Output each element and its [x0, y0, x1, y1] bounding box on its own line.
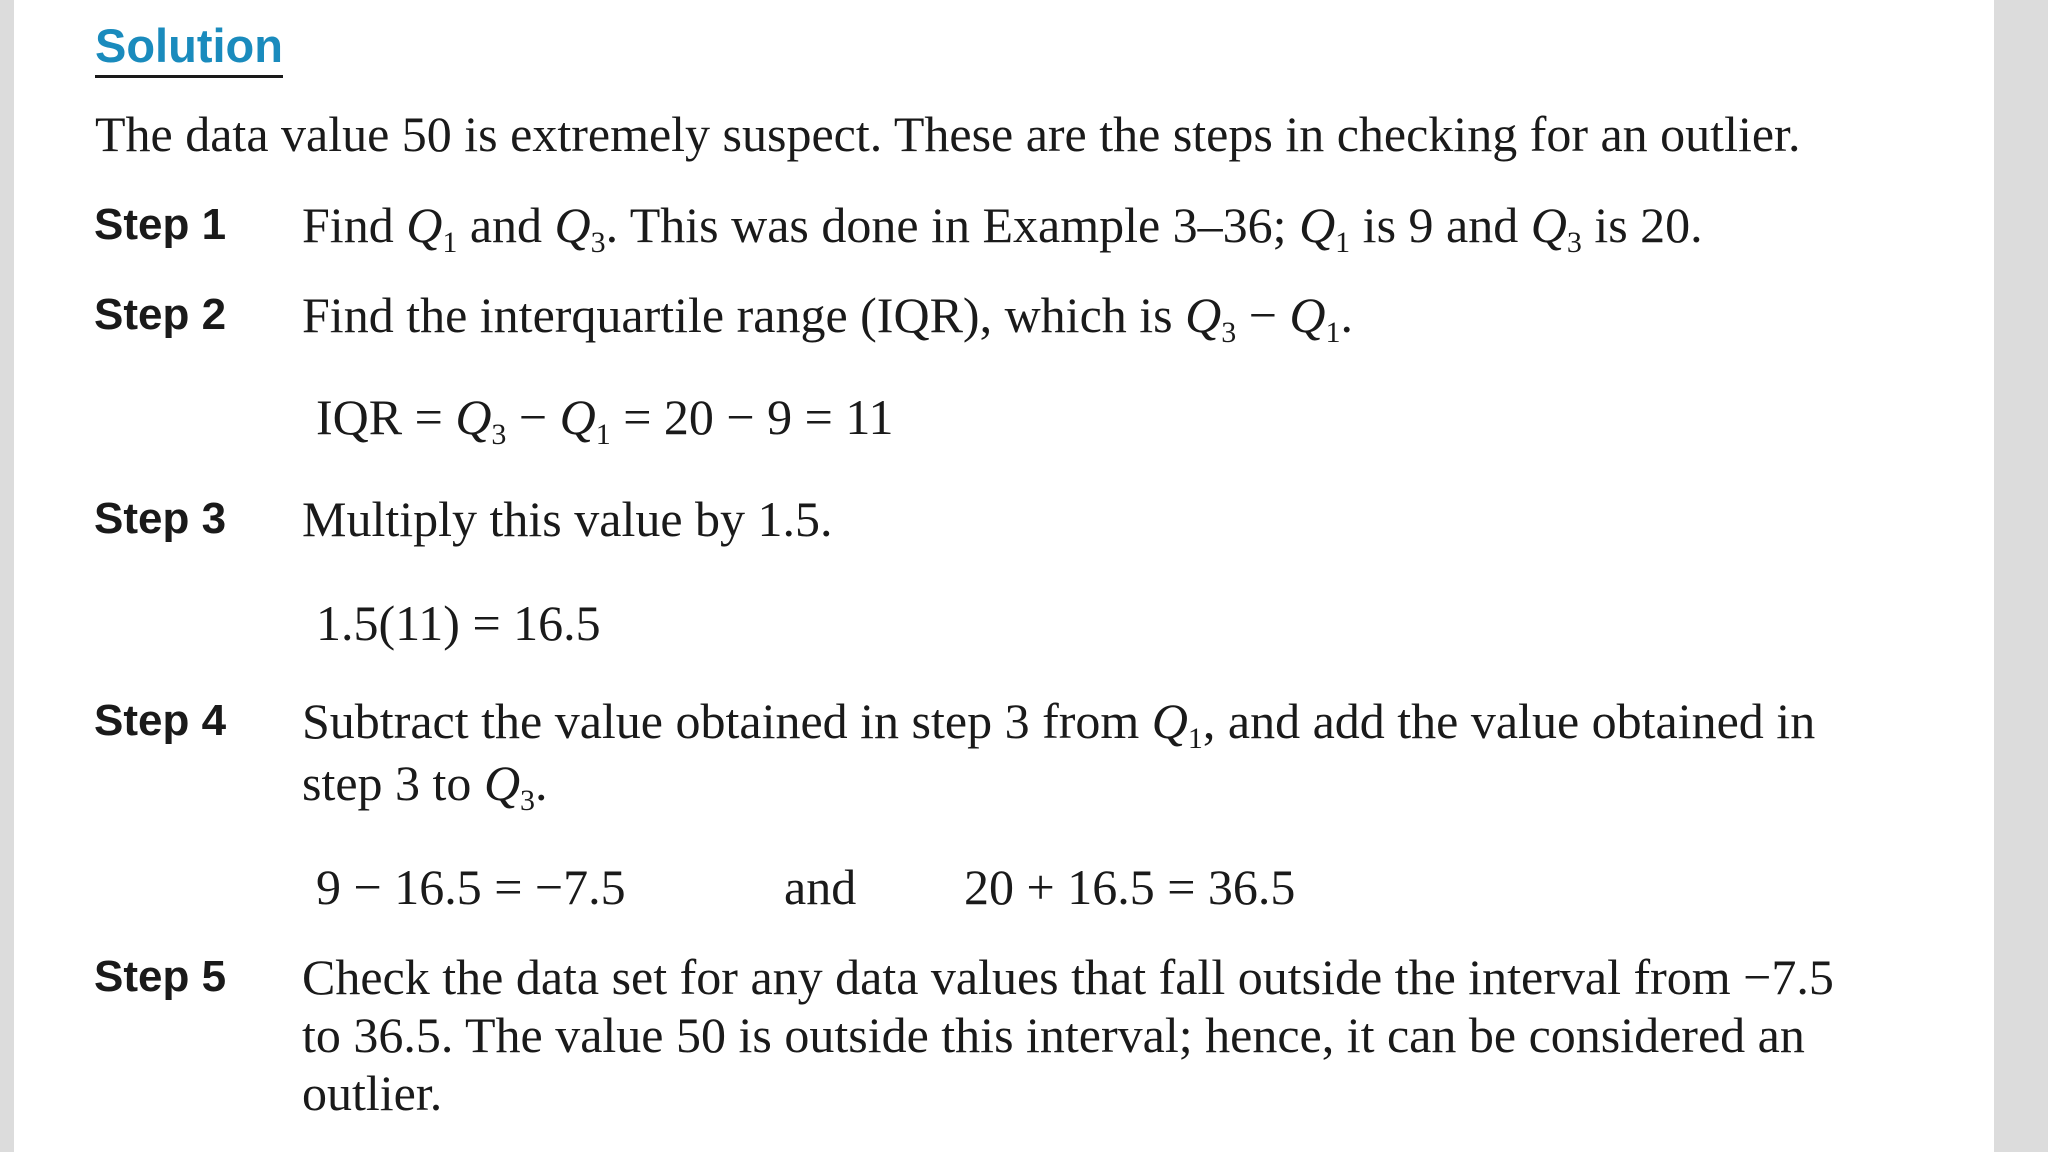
step-2-equation: IQR = $Q_3 - Q_1 = 20 - 9 = 11$ [316, 389, 894, 451]
step-4-equation-left: 9 − 16.5 = −7.5 [316, 859, 626, 915]
textbook-page [14, 0, 1994, 1152]
step-3-text: Multiply this value by 1.5. [302, 491, 833, 547]
step-4-equation-and: and [784, 859, 857, 915]
step-4-text-line-1: Subtract the value obtained in step 3 from $Q_1$, and add the value obtained in [302, 693, 1816, 755]
step-4-text-line-2: step 3 to $Q_3$. [302, 755, 548, 817]
step-5-text-line-2: to 36.5. The value 50 is outside this interval; hence, it can be considered an [302, 1007, 1805, 1063]
intro-paragraph: The data value 50 is extremely suspect. These are the steps in checking for an outlier. [95, 106, 1801, 162]
section-heading: Solution [95, 20, 283, 78]
step-1-label: Step 1 [94, 200, 227, 249]
step-3-label: Step 3 [94, 494, 227, 543]
step-2-text: Find the interquartile range (IQR), which is $Q_3 - Q_1$. [302, 287, 1354, 349]
step-5-label: Step 5 [94, 952, 227, 1001]
step-5-text-line-3: outlier. [302, 1065, 443, 1121]
step-1-text: Find $Q_1$ and $Q_3$. This was done in Example 3–36; $Q_1$ is 9 and $Q_3$ is 20. [302, 197, 1703, 259]
step-4-label: Step 4 [94, 696, 227, 745]
step-2-label: Step 2 [94, 290, 227, 339]
step-5-text-line-1: Check the data set for any data values that fall outside the interval from −7.5 [302, 949, 1834, 1005]
step-3-equation: 1.5(11) = 16.5 [316, 595, 601, 651]
step-4-equation-right: 20 + 16.5 = 36.5 [964, 859, 1296, 915]
